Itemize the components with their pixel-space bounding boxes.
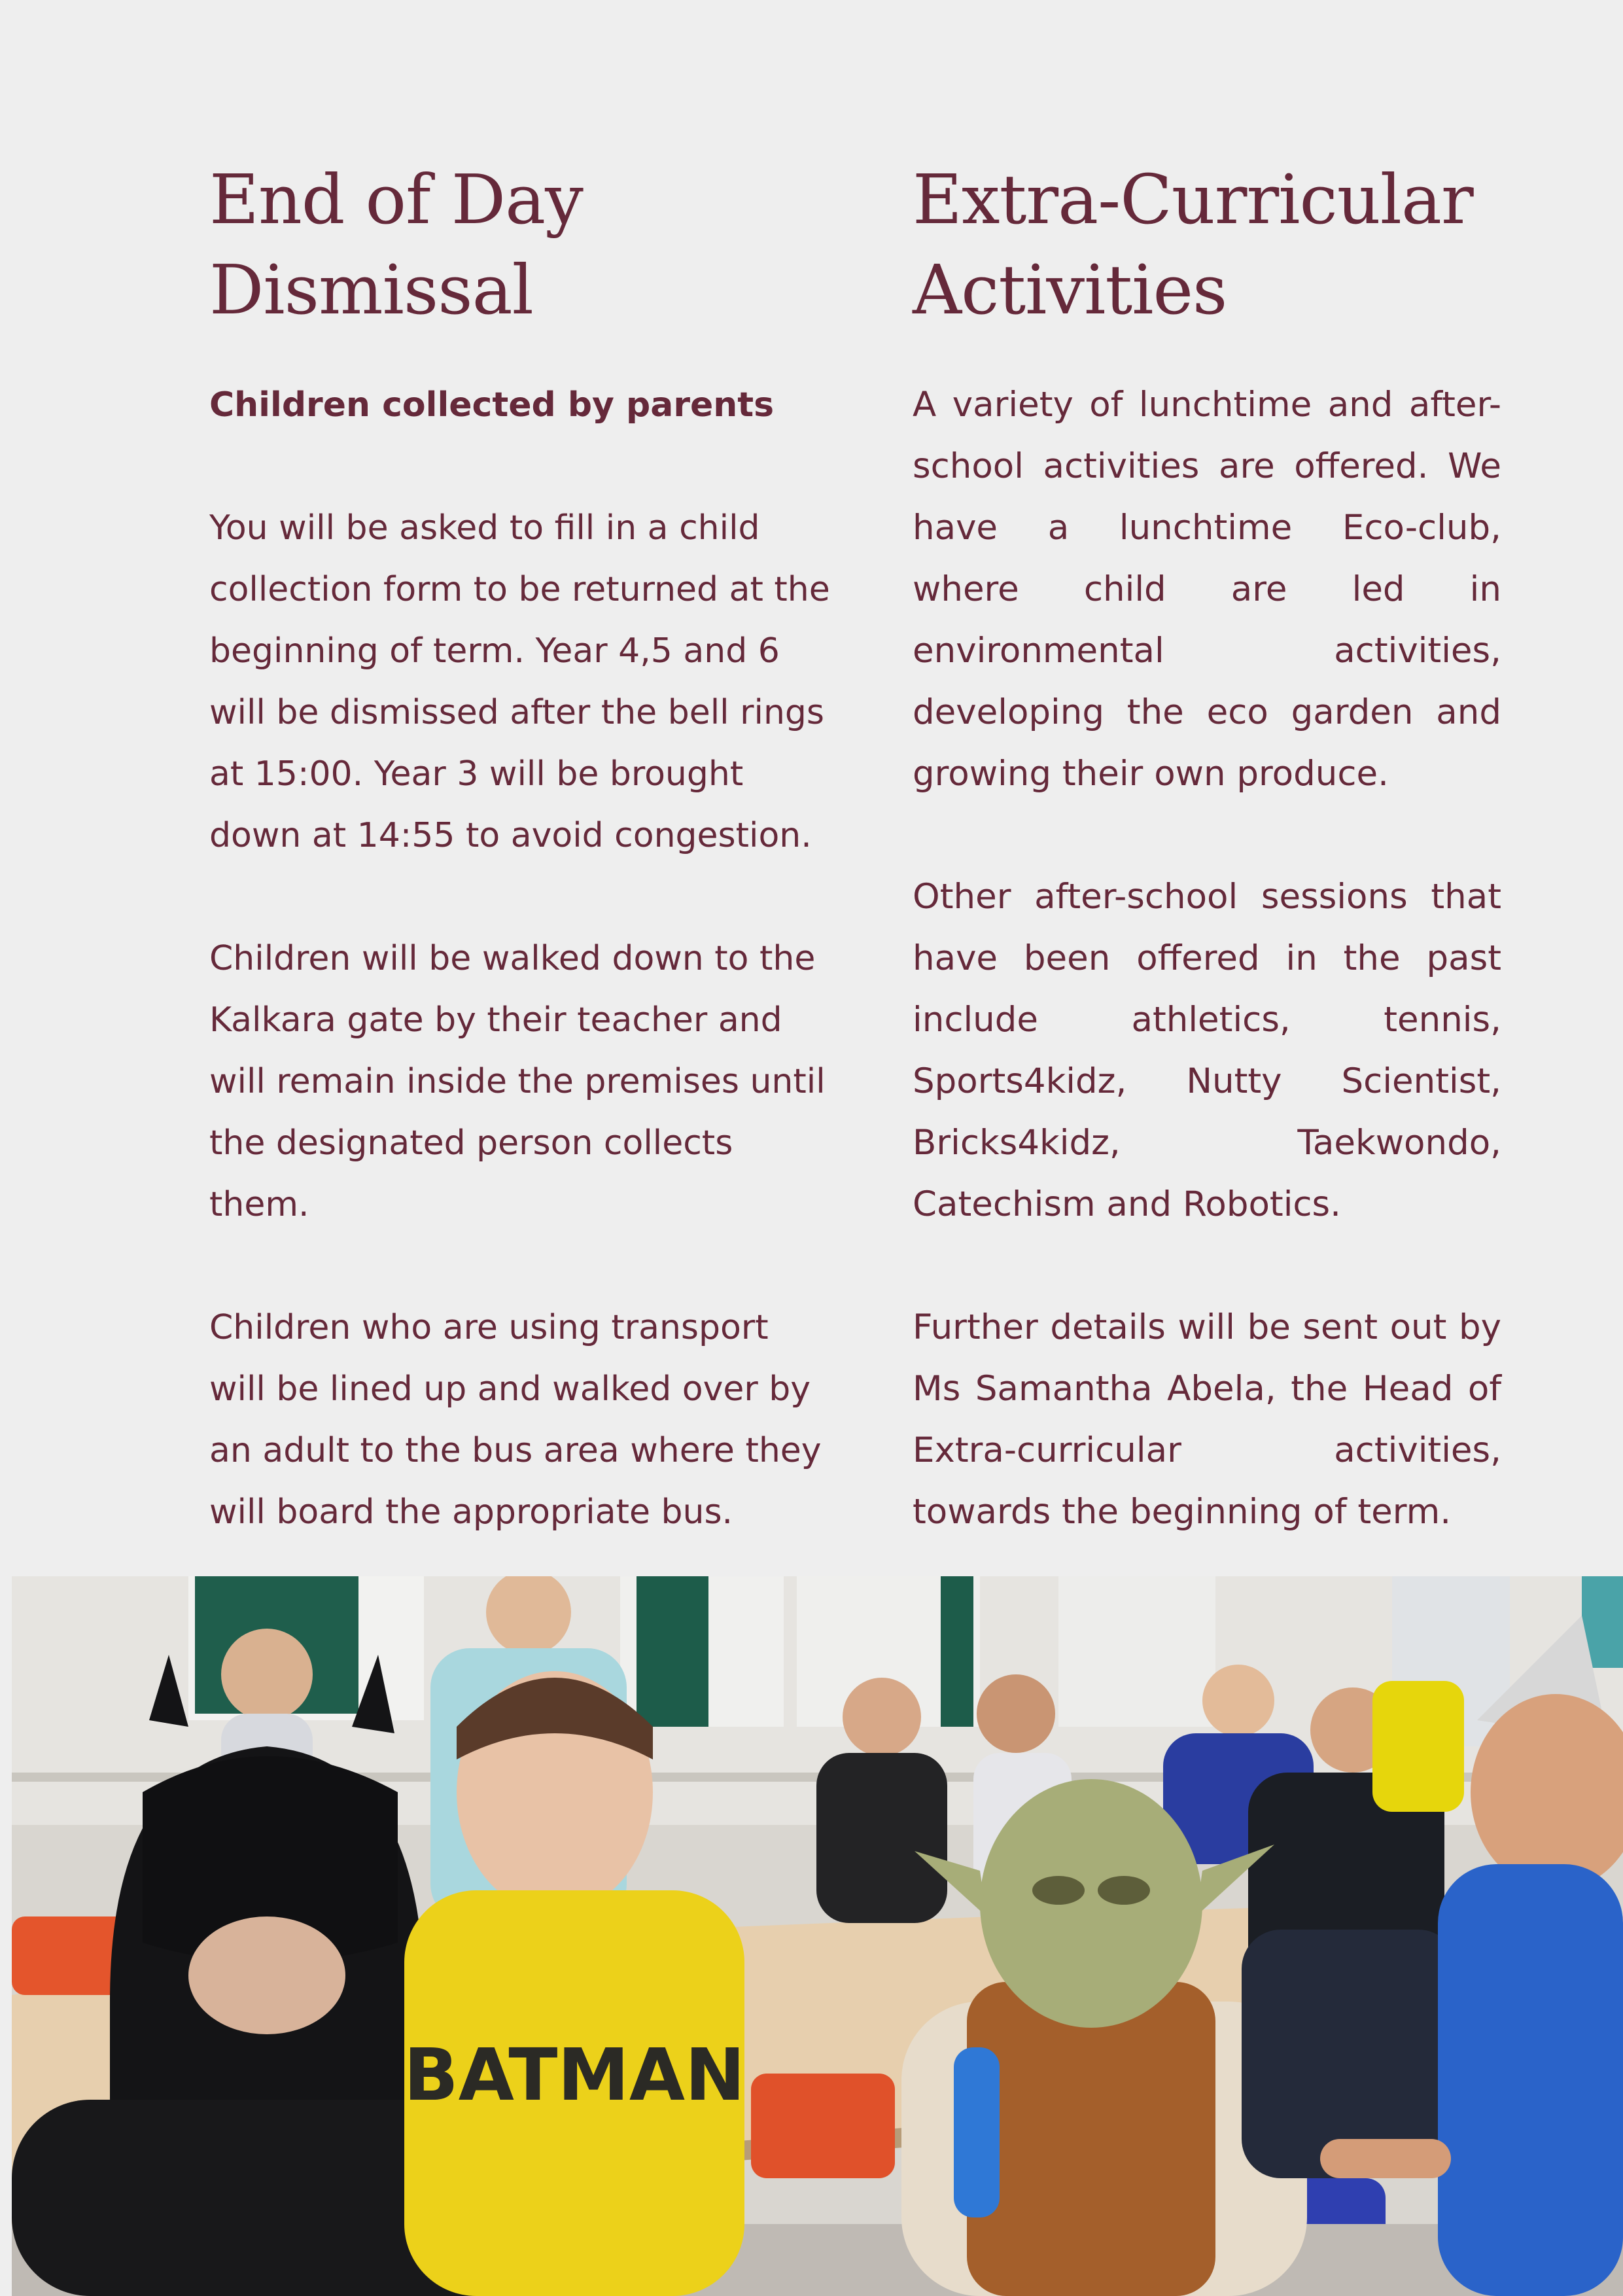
dismissal-paragraph-2: Children will be walked down to the Kalkara gate by their teacher and will remain inside the premises until the designated person collects them. [209,939,826,1224]
activities-paragraph-3: Further details will be sent out by Ms Samantha Abela, the Head of Extra-curricular activities, towards the beginning of term. [913,1307,1501,1532]
classroom-photo [12,1576,1623,2296]
dismissal-title [209,154,831,335]
dismissal-title-line1: End of Day [209,160,583,239]
activities-title-line1: Extra-Curricular [913,160,1473,239]
activities-title [913,154,1501,335]
classroom-photo-illustration [12,1576,1623,2296]
activities-title-line2: Activities [913,250,1227,330]
shirt-print-text: BATMAN [403,2033,746,2117]
dismissal-paragraph-1: You will be asked to fill in a child collection form to be returned at the beginning of term. Year 4,5 and 6 will be dismissed after the bell rings at 15:00. Year 3 will be brought down at 14:55 to avoid congestion. [209,508,830,855]
dismissal-paragraph-3: Children who are using transport will be lined up and walked over by an adult to the bus area where they will board the appropriate bus. [209,1308,822,1532]
activities-paragraph-2: Other after-school sessions that have been offered in the past include athletics, tennis, Sports4kidz, Nutty Scientist, Bricks4kidz, Taekwondo, Catechism and Robotics. [913,877,1501,1224]
activities-paragraph-1: A variety of lunchtime and after-school activities are offered. We have a lunchtime Eco-club, where child are led in environmental activities, developing the eco garden and growing their own produce. [913,385,1501,794]
activities-section [913,154,1501,1604]
dismissal-subheading: Children collected by parents [209,385,775,425]
dismissal-section [209,154,831,1604]
dismissal-title-line2: Dismissal [209,250,533,330]
